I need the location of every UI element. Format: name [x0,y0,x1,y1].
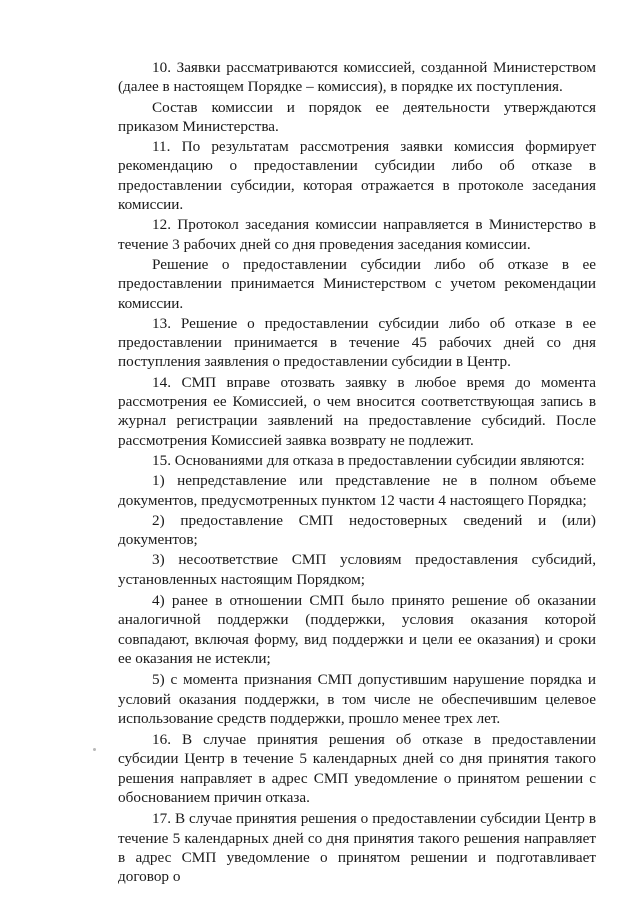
paragraph-commission-composition: Состав комиссии и порядок ее деятельности утверждаются приказом Министерства. [118,98,596,135]
list-item-5: 5) с момента признания СМП допустившим нарушение порядка и условий оказания поддержки, в том числе не обеспечившим целевое использование средств поддержки, прошло менее трех лет. [118,671,596,727]
paragraph-decision: Решение о предоставлении субсидии либо об отказе в ее предоставлении принимается Министерством с учетом рекомендации комиссии. [118,255,596,312]
paragraph-13: 13. Решение о предоставлении субсидии либо об отказе в ее предоставлении принимается в течение 45 рабочих дней со дня поступления заявления о предоставлении субсидии в Центр. [118,314,596,371]
margin-mark [93,748,96,751]
paragraph-15: 15. Основаниями для отказа в предоставлении субсидии являются: [152,451,585,469]
paragraph-17: 17. В случае принятия решения о предоставлении субсидии Центр в течение 5 календарных дней со дня принятия такого решения направляет в адрес СМП уведомление о принятом решении и подготавливает договор о [118,810,596,886]
list-item-1: 1) непредставление или представление не в полном объеме документов, предусмотренных пунктом 12 части 4 настоящего Порядка; [118,472,596,509]
paragraph-14: 14. СМП вправе отозвать заявку в любое время до момента рассмотрения ее Комиссией, о чем вносится соответствующая запись в журнал регистрации заявлений на предоставление субсидий. После рассмотрения Комиссией заявка возврату не подлежит. [118,373,596,449]
list-item-2: 2) предоставление СМП недостоверных сведений и (или) документов; [118,511,596,549]
paragraph-11: 11. По результатам рассмотрения заявки комиссия формирует рекомендацию о предоставлении субсидии либо об отказе в предоставлении субсидии, которая отражается в протоколе заседания комиссии. [118,138,596,214]
document-body [118,58,596,886]
paragraph-10: 10. Заявки рассматриваются комиссией, созданной Министерством (далее в настоящем Порядке – комиссия), в порядке их поступления. [118,59,596,96]
paragraph-12: 12. Протокол заседания комиссии направляется в Министерство в течение 3 рабочих дней со дня проведения заседания комиссии. [118,216,596,253]
paragraph-16: 16. В случае принятия решения об отказе в предоставлении субсидии Центр в течение 5 календарных дней со дня принятия такого решения направляет в адрес СМП уведомление о принятом решении с обоснованием причин отказа. [118,731,596,806]
list-item-3: 3) несоответствие СМП условиям предоставления субсидий, установленных настоящим Порядком; [118,551,596,588]
list-item-4: 4) ранее в отношении СМП было принято решение об оказании аналогичной поддержки (поддержки, условия оказания которой совпадают, включая форму, вид поддержки и цели ее оказания) и сроки ее оказания не истекли; [118,592,596,667]
